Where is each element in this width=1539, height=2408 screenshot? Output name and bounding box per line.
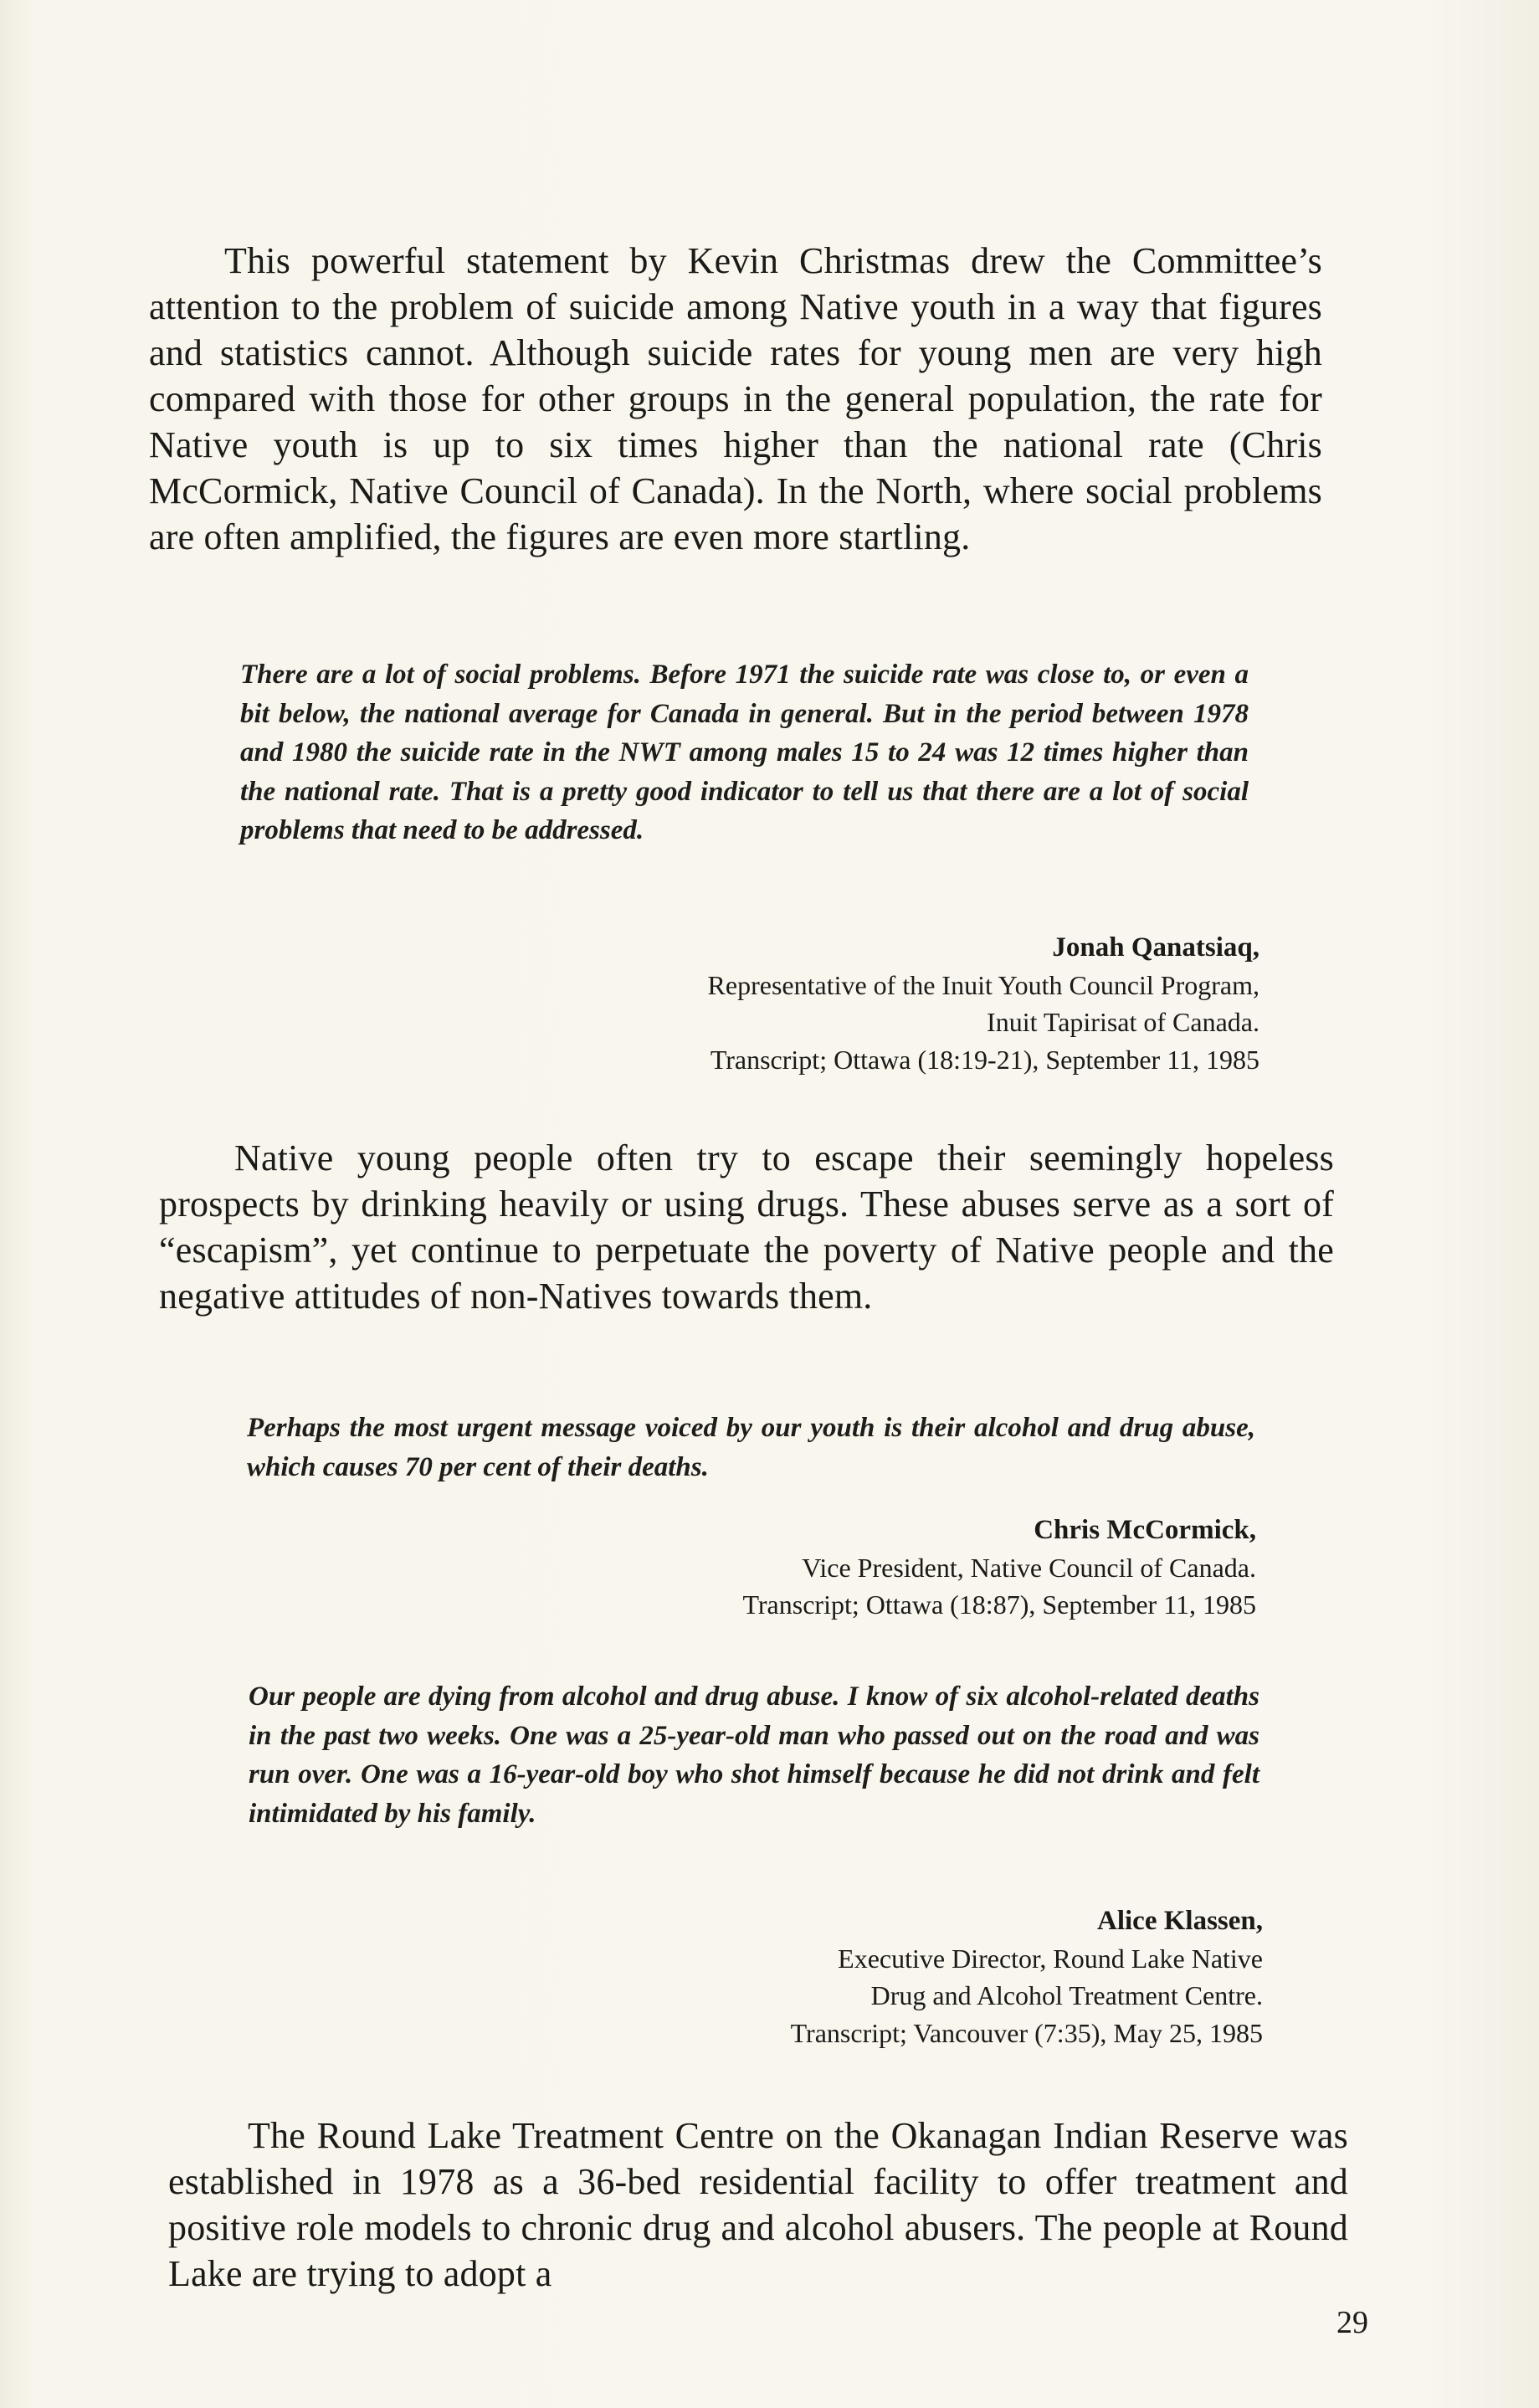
- quote-attribution: [419, 1512, 1256, 1624]
- speaker-organization: Drug and Alcohol Treatment Centre.: [870, 1980, 1263, 2010]
- quote-attribution: [426, 1902, 1263, 2051]
- block-quote: There are a lot of social problems. Before 1971 the suicide rate was close to, or even a bit below, the national average for Canada in general. But in the period between 1978 and 1980 the suicide rate in the NWT among males 15 to 24 was 12 times higher than the national rate. That is a pretty good indicator to tell us that there are a lot of social problems that need to be addressed.: [240, 660, 1249, 845]
- speaker-organization: Inuit Tapirisat of Canada.: [987, 1007, 1259, 1037]
- quote-attribution: [423, 929, 1259, 1078]
- speaker-name: Chris McCormick,: [1034, 1515, 1256, 1545]
- speaker-name: Alice Klassen,: [1097, 1906, 1263, 1936]
- transcript-reference: Transcript; Ottawa (18:87), September 11, 1985: [742, 1589, 1256, 1620]
- speaker-title: Vice President, Native Council of Canada.: [802, 1552, 1256, 1583]
- speaker-title: Representative of the Inuit Youth Council Program,: [707, 969, 1259, 1000]
- body-paragraph: Native young people often try to escape their seemingly hopeless prospects by drinking heavily or using drugs. These abuses serve as a sort of “escapism”, yet continue to perpetuate the poverty of Native people and the negative attitudes of non-Natives towards them.: [159, 1137, 1334, 1317]
- transcript-reference: Transcript; Ottawa (18:19-21), September 11, 1985: [710, 1044, 1259, 1075]
- body-paragraph: This powerful statement by Kevin Christmas drew the Committee’s attention to the problem of suicide among Native youth in a way that figures and statistics cannot. Although suicide rates for young men are very high compared with those for other groups in the general population, the rate for Native youth is up to six times higher than the national rate (Chris McCormick, Native Council of Canada). In the North, where social problems are often amplified, the figures are even more startling.: [149, 240, 1322, 557]
- speaker-name: Jonah Qanatsiaq,: [1052, 932, 1259, 963]
- block-quote: Our people are dying from alcohol and drug abuse. I know of six alcohol-related deaths in the past two weeks. One was a 25-year-old man who passed out on the road and was run over. One was a 16-year-old boy who shot himself because he did not drink and felt intimidated by his family.: [249, 1681, 1259, 1829]
- speaker-title: Executive Director, Round Lake Native: [838, 1943, 1263, 1974]
- block-quote: Perhaps the most urgent message voiced by our youth is their alcohol and drug abuse, which causes 70 per cent of their deaths.: [247, 1413, 1255, 1482]
- body-paragraph: The Round Lake Treatment Centre on the Okanagan Indian Reserve was established in 1978 as a 36-bed residential facility to offer treatment and positive role models to chronic drug and alcohol abusers. The people at Round Lake are trying to adopt a: [168, 2115, 1348, 2294]
- transcript-reference: Transcript; Vancouver (7:35), May 25, 1985: [790, 2017, 1263, 2048]
- page-number: 29: [1336, 2305, 1368, 2340]
